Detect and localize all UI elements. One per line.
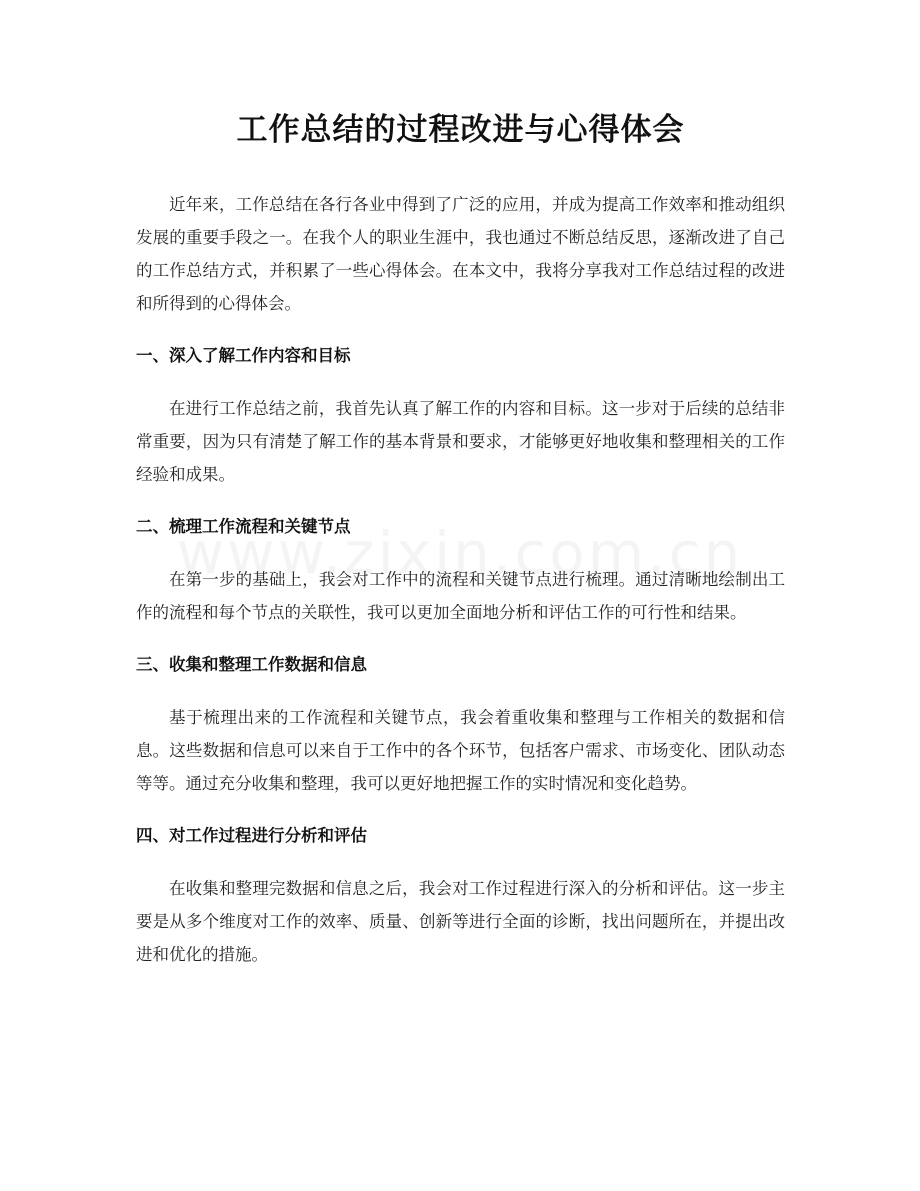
- section-body: 基于梳理出来的工作流程和关键节点，我会着重收集和整理与工作相关的数据和信息。这些数据和信息可以来自于工作中的各个环节，包括客户需求、市场变化、团队动态等等。通过充分收集和整理，我可以更好地把握工作的实时情况和变化趋势。: [136, 708, 785, 793]
- section-3: [136, 653, 785, 800]
- document-title: 工作总结的过程改进与心得体会: [236, 112, 685, 148]
- section-2: [136, 515, 785, 629]
- section-4: [136, 824, 785, 971]
- section-heading: 一、深入了解工作内容和目标: [136, 346, 351, 365]
- section-heading: 三、收集和整理工作数据和信息: [136, 655, 367, 674]
- section-heading: 二、梳理工作流程和关键节点: [136, 517, 351, 536]
- section-body: 在第一步的基础上，我会对工作中的流程和关键节点进行梳理。通过清晰地绘制出工作的流程和每个节点的关联性，我可以更加全面地分析和评估工作的可行性和结果。: [136, 570, 785, 622]
- section-heading: 四、对工作过程进行分析和评估: [136, 826, 367, 845]
- section-1: [136, 344, 785, 491]
- section-body: 在收集和整理完数据和信息之后，我会对工作过程进行深入的分析和评估。这一步主要是从多个维度对工作的效率、质量、创新等进行全面的诊断，找出问题所在，并提出改进和优化的措施。: [136, 879, 785, 964]
- intro-paragraph: 近年来，工作总结在各行各业中得到了广泛的应用，并成为提高工作效率和推动组织发展的重要手段之一。在我个人的职业生涯中，我也通过不断总结反思，逐渐改进了自己的工作总结方式，并积累了一些心得体会。在本文中，我将分享我对工作总结过程的改进和所得到的心得体会。: [136, 195, 785, 313]
- section-body: 在进行工作总结之前，我首先认真了解工作的内容和目标。这一步对于后续的总结非常重要，因为只有清楚了解工作的基本背景和要求，才能够更好地收集和整理相关的工作经验和成果。: [136, 399, 785, 484]
